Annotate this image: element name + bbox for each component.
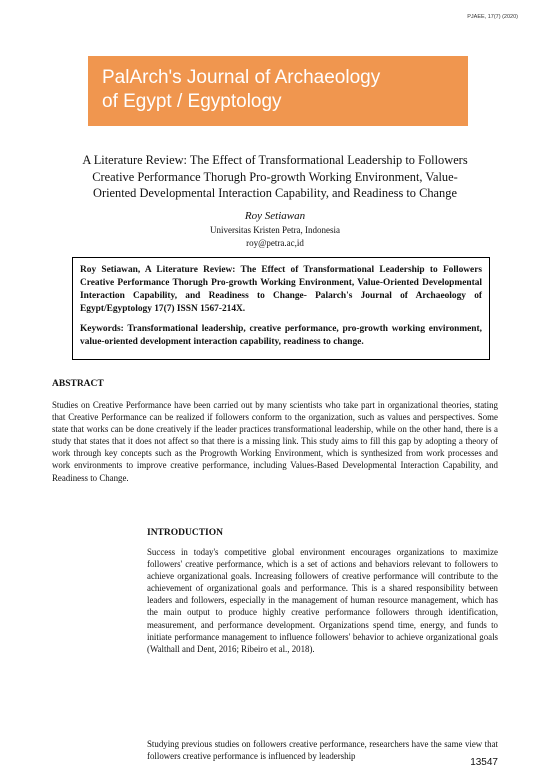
title-line-2: Creative Performance Thorugh Pro-growth Working Environment, Value- bbox=[92, 169, 458, 184]
author-name: Roy Setiawan bbox=[244, 210, 306, 222]
journal-header-code: PJAEE, 17(7) (2020) bbox=[467, 14, 518, 20]
page-number: 13547 bbox=[470, 757, 498, 768]
author-affiliation: Universitas Kristen Petra, Indonesia bbox=[210, 225, 340, 235]
title-line-3: Oriented Developmental Interaction Capability, and Readiness to Change bbox=[93, 186, 457, 200]
title-line-1: A Literature Review: The Effect of Transformational Leadership to Followers bbox=[82, 153, 468, 167]
abstract-body: Studies on Creative Performance have been carried out by many scientists who take part in organizational theories, stating that Creative Performance can be realized if followers conform to the organization, such as values and perspectives. Some state that works can be done creatively if the leader practices transformational leadership, while on the other hand, there is a study that states that it does not affect so that there is a missing link. This study aims to fill this gap by adopting a theory of work through key concepts such as the Progrowth Working Environment, which is synthesized from work processes and work environments to improve creative performance, including Values-Based Developmental Interaction Capability, and Readiness to Change. bbox=[52, 400, 498, 483]
citation-text: Roy Setiawan, A Literature Review: The Effect of Transformational Leadership to Followers Creative Performance Thorugh Pro-growth Working Environment, Value-Oriented Developmental Interaction Capability, and Readiness to Change- Palarch's Journal of Archaeology of Egypt/Egyptology 17(7) ISSN 1567-214X. bbox=[80, 265, 482, 314]
banner-line-2: of Egypt / Egyptology bbox=[102, 91, 282, 112]
journal-banner bbox=[88, 56, 468, 126]
introduction-paragraph-1: Success in today's competitive global environment encourages organizations to maximize followers' creative performance, which is a set of actions and behaviors relevant to followers to achieve organizational goals. Increasing followers of creative performance will contribute to the achievement of organizational goals and performance. This is a shared responsibility between leaders and followers, especially in the management of human resource management, which has the main output to produce highly creative performance followers through identification, measurement, and performance development. Organizations spend time, energy, and funds to initiate performance management to influence followers' behavior to achieve organizational goals (Walthall and Dent, 2016; Ribeiro et al., 2018). bbox=[147, 547, 498, 654]
introduction-heading: INTRODUCTION bbox=[147, 528, 224, 538]
paper-title bbox=[58, 152, 492, 202]
citation-box bbox=[72, 257, 490, 360]
banner-line-1: PalArch's Journal of Archaeology bbox=[102, 67, 381, 88]
introduction-paragraph-2: Studying previous studies on followers creative performance, researchers have the same view that followers creative performance is influenced by leadership bbox=[147, 739, 498, 762]
author-email: roy@petra.ac,id bbox=[246, 238, 304, 248]
keywords-text: Keywords: Transformational leadership, creative performance, pro-growth working environment, value-oriented development interaction capability, readiness to change. bbox=[80, 324, 482, 347]
abstract-heading: ABSTRACT bbox=[52, 379, 104, 389]
